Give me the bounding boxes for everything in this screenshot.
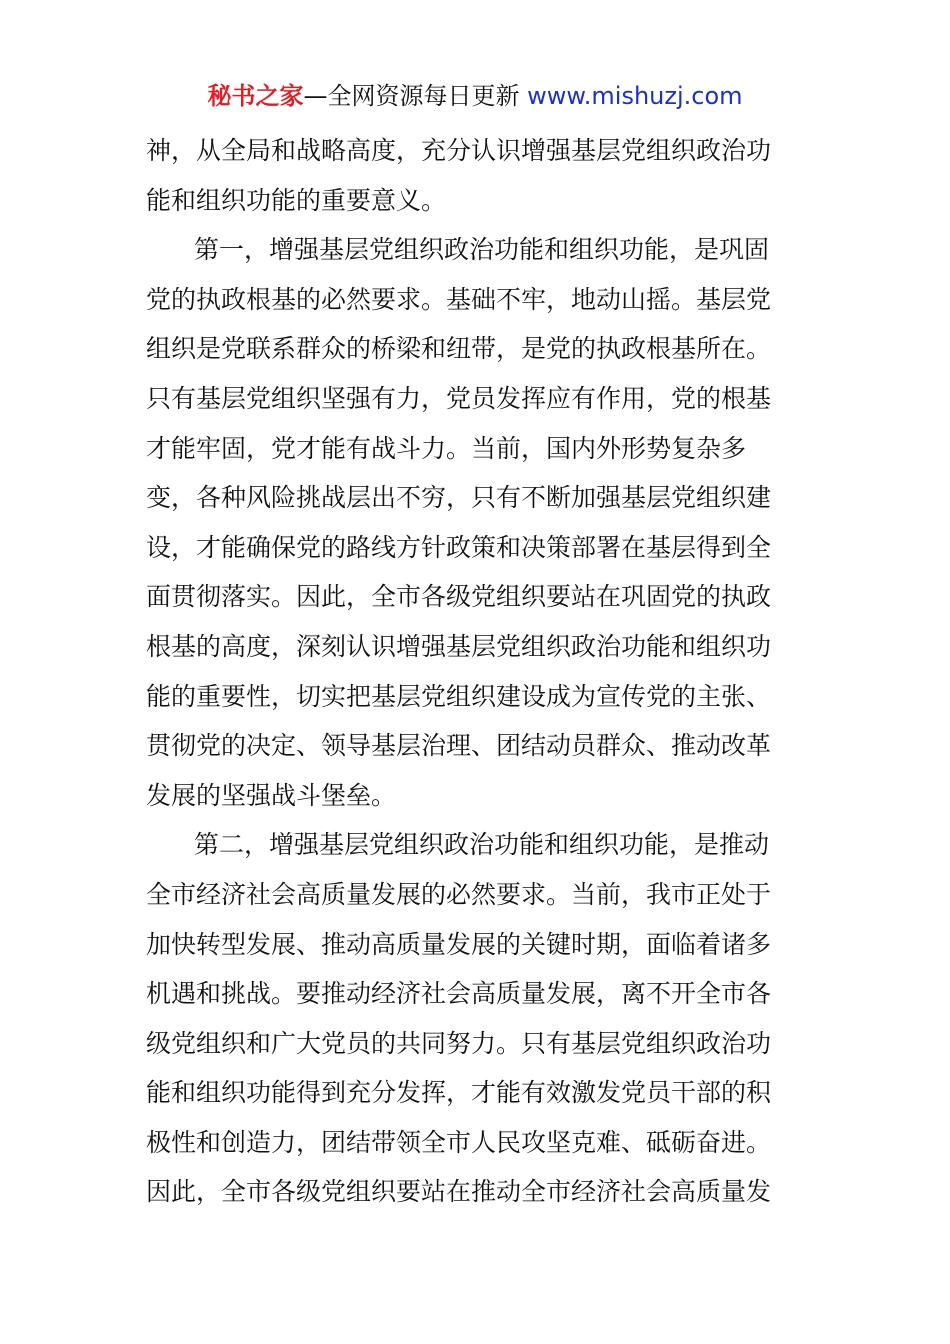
brand-name: 秘书之家: [207, 82, 304, 110]
text-line: 能和组织功能的重要意义。: [146, 185, 447, 215]
text-line: 根基的高度，深刻认识增强基层党组织政治功能和组织功: [146, 631, 772, 661]
paragraph-first-line: 第一，增强基层党组织政治功能和组织功能，是巩固: [194, 235, 770, 265]
text-line: 党的执政根基的必然要求。基础不牢，地动山摇。基层党: [146, 284, 772, 314]
header-tagline: —全网资源每日更新: [303, 82, 528, 110]
text-line: 加快转型发展、推动高质量发展的关键时期，面临着诸多: [146, 929, 772, 959]
site-header: [0, 80, 950, 112]
text-line: 才能牢固，党才能有战斗力。当前，国内外形势复杂多: [146, 433, 747, 463]
site-url-link[interactable]: www.mishuzj.com: [527, 82, 743, 110]
text-line: 能和组织功能得到充分发挥，才能有效激发党员干部的积: [146, 1078, 772, 1108]
text-line: 变，各种风险挑战层出不穷，只有不断加强基层党组织建: [146, 483, 772, 513]
text-line: 机遇和挑战。要推动经济社会高质量发展，离不开全市各: [146, 979, 772, 1009]
text-line: 能的重要性，切实把基层党组织建设成为宣传党的主张、: [146, 681, 772, 711]
text-line: 级党组织和广大党员的共同努力。只有基层党组织政治功: [146, 1028, 772, 1058]
text-line: 神，从全局和战略高度，充分认识增强基层党组织政治功: [146, 136, 772, 165]
document-body: [146, 126, 814, 1217]
text-line: 组织是党联系群众的桥梁和纽带，是党的执政根基所在。: [146, 334, 772, 364]
text-line: 全市经济社会高质量发展的必然要求。当前，我市正处于: [146, 879, 772, 909]
text-line: 只有基层党组织坚强有力，党员发挥应有作用，党的根基: [146, 383, 772, 413]
text-line: 贯彻党的决定、领导基层治理、团结动员群众、推动改革: [146, 731, 772, 761]
text-line: 设，才能确保党的路线方针政策和决策部署在基层得到全: [146, 532, 772, 562]
text-line: 发展的坚强战斗堡垒。: [146, 780, 397, 810]
text-line: 因此，全市各级党组织要站在推动全市经济社会高质量发: [146, 1177, 772, 1207]
text-line: 面贯彻落实。因此，全市各级党组织要站在巩固党的执政: [146, 582, 772, 612]
paragraph-first-line: 第二，增强基层党组织政治功能和组织功能，是推动: [194, 830, 770, 860]
text-line: 极性和创造力，团结带领全市人民攻坚克难、砥砺奋进。: [146, 1127, 772, 1157]
